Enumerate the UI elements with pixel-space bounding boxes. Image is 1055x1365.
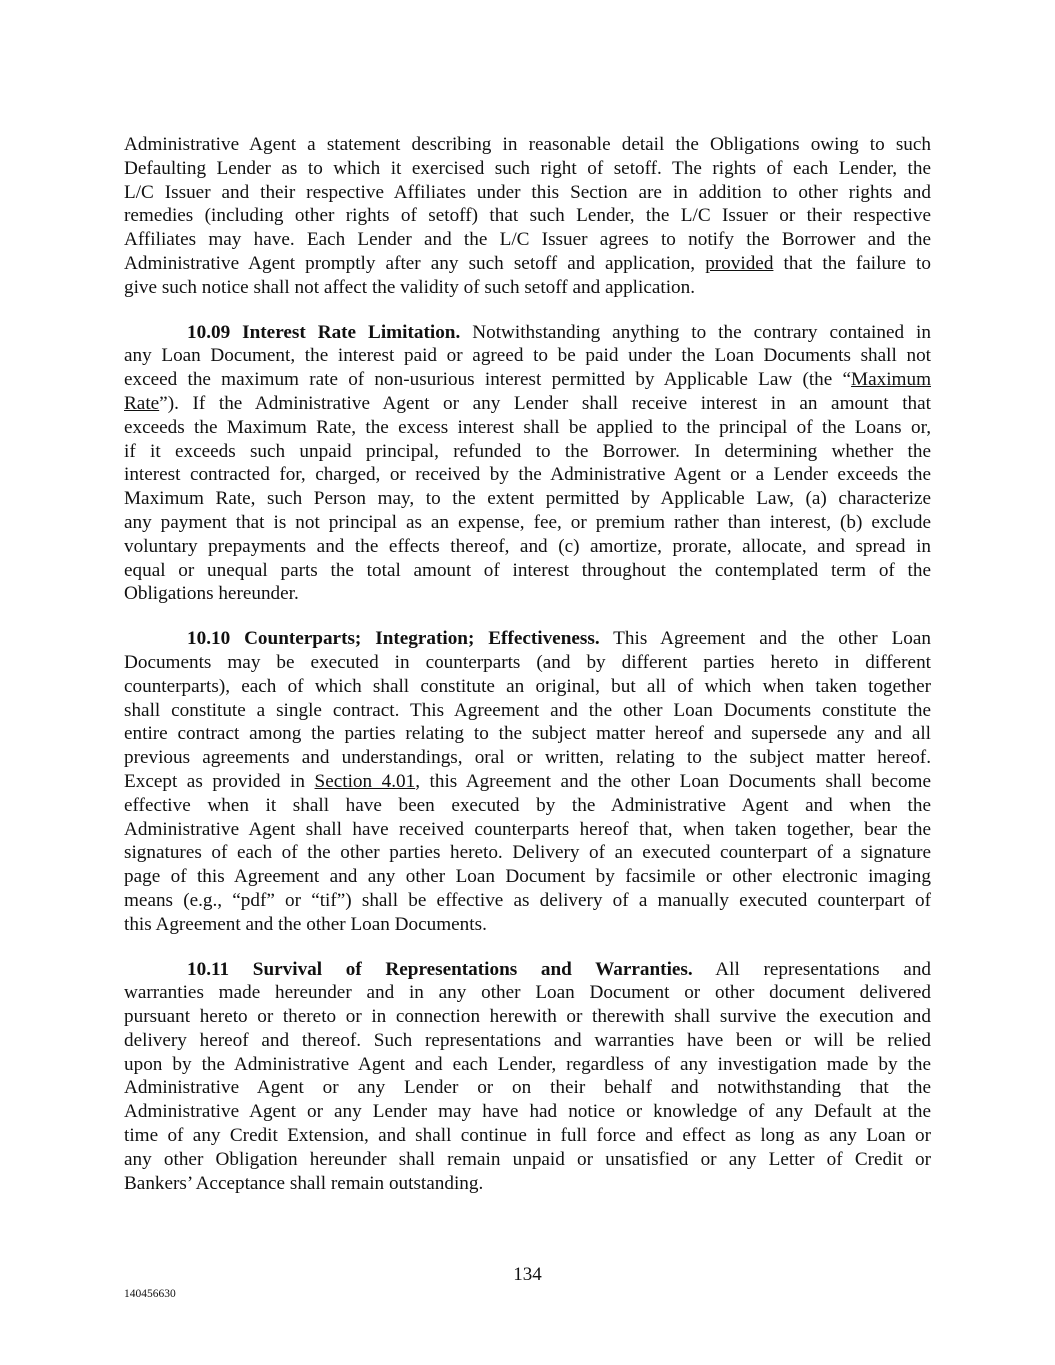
section-10-11 (124, 958, 931, 1196)
text-span: ”). If the Administrative Agent or any Lender shall receive interest in an amount that (159, 392, 931, 414)
text-span: , this Agreement and the other Loan Documents shall become (415, 770, 931, 792)
text-line: Affiliates may have. Each Lender and the L/C Issuer agrees to notify the Borrower and the (124, 229, 931, 251)
defined-term-maximum-rate: Maximum (851, 369, 931, 391)
text-line (124, 958, 931, 982)
text-line: L/C Issuer and their respective Affiliates under this Section are in addition to other rights and (124, 181, 931, 203)
text-line: previous agreements and understandings, oral or written, relating to the subject matter hereof. (124, 747, 931, 769)
text-span: exceed the maximum rate of non-usurious interest permitted by Applicable Law (the “ (124, 369, 852, 391)
text-line: Maximum Rate, such Person may, to the extent permitted by Applicable Law, (a) characterize (124, 488, 931, 510)
section-10-10 (124, 627, 931, 936)
text-line: voluntary prepayments and the effects thereof, and (c) amortize, prorate, allocate, and spread in (124, 535, 931, 557)
text-line: means (e.g., “pdf” or “tif”) shall be effective as delivery of a manually executed counterpart of (124, 889, 931, 911)
text-line: delivery hereof and thereof. Such representations and warranties have been or will be relied (124, 1029, 931, 1051)
text-span: All representations and (692, 958, 932, 980)
text-line: page of this Agreement and any other Loan Document by facsimile or other electronic imaging (124, 866, 931, 888)
text-line (124, 770, 931, 794)
text-line: remedies (including other rights of setoff) that such Lender, the L/C Issuer or their respective (124, 205, 931, 227)
defined-term-provided: provided (705, 252, 774, 274)
text-span: This Agreement and the other Loan (599, 628, 931, 650)
text-line: Bankers’ Acceptance shall remain outstanding. (124, 1172, 484, 1194)
text-line: entire contract among the parties relating to the subject matter hereof and supersede any and all (124, 723, 931, 745)
cross-reference-section-4-01: Section 4.01 (314, 770, 416, 792)
section-10-09 (124, 321, 931, 607)
text-line: counterparts), each of which shall constitute an original, but all of which when taken together (124, 675, 931, 697)
text-line: interest contracted for, charged, or received by the Administrative Agent or a Lender exceeds the (124, 464, 931, 486)
text-line: signatures of each of the other parties hereto. Delivery of an executed counterpart of a signature (124, 842, 931, 864)
text-line (124, 627, 931, 651)
text-line: Administrative Agent shall have received counterparts hereof that, when taken together, bear the (124, 818, 931, 840)
text-line: effective when it shall have been executed by the Administrative Agent and when the (124, 794, 931, 816)
section-heading: 10.11 Survival of Representations and Warranties. (187, 958, 693, 980)
section-heading: 10.10 Counterparts; Integration; Effectiveness. (187, 628, 600, 650)
text-line: Administrative Agent a statement describing in reasonable detail the Obligations owing to such (124, 134, 931, 155)
text-span: that the failure to (773, 252, 931, 274)
text-line: any other Obligation hereunder shall remain unpaid or unsatisfied or any Letter of Credit or (124, 1148, 931, 1170)
text-line: warranties made hereunder and in any other Loan Document or other document delivered (124, 982, 931, 1004)
text-span: Notwithstanding anything to the contrary contained in (460, 321, 931, 343)
text-line: shall constitute a single contract. This Agreement and the other Loan Documents constitute the (124, 699, 931, 721)
defined-term-maximum-rate: Rate (124, 392, 160, 414)
text-line: if it exceeds such unpaid principal, refunded to the Borrower. In determining whether the (124, 440, 931, 462)
text-line: Administrative Agent or any Lender may have had notice or knowledge of any Default at the (124, 1101, 931, 1123)
text-line (124, 252, 931, 276)
text-line: any Loan Document, the interest paid or agreed to be paid under the Loan Documents shall not (124, 345, 931, 367)
text-line (124, 392, 931, 416)
text-line: Administrative Agent or any Lender or on their behalf and notwithstanding that the (124, 1077, 931, 1099)
text-line: upon by the Administrative Agent and each Lender, regardless of any investigation made by the (124, 1053, 931, 1075)
text-line: exceeds the Maximum Rate, the excess interest shall be applied to the principal of the Loans or, (124, 416, 931, 438)
text-line: pursuant hereto or thereto or in connection herewith or therewith shall survive the execution and (124, 1006, 931, 1028)
text-span: Administrative Agent promptly after any such setoff and application, (124, 252, 706, 274)
section-heading: 10.09 Interest Rate Limitation. (187, 321, 461, 343)
page-number: 134 (513, 1264, 542, 1285)
text-line: this Agreement and the other Loan Documents. (124, 913, 487, 935)
text-line: Obligations hereunder. (124, 583, 299, 605)
text-line: Defaulting Lender as to which it exercised such right of setoff. The rights of each Lender, the (124, 157, 931, 179)
text-line: give such notice shall not affect the validity of such setoff and application. (124, 276, 696, 298)
text-span: Except as provided in (124, 770, 315, 792)
document-id: 140456630 (124, 1288, 176, 1300)
paragraph-setoff-continuation (124, 133, 931, 300)
text-line: Documents may be executed in counterparts (and by different parties hereto in different (124, 651, 931, 673)
text-line: any payment that is not principal as an expense, fee, or premium rather than interest, (b) exclude (124, 511, 931, 533)
text-line: time of any Credit Extension, and shall continue in full force and effect as long as any Loan or (124, 1125, 931, 1147)
text-line (124, 321, 931, 345)
text-line: equal or unequal parts the total amount of interest throughout the contemplated term of the (124, 559, 931, 581)
text-line (124, 368, 931, 392)
document-body (124, 133, 931, 1216)
